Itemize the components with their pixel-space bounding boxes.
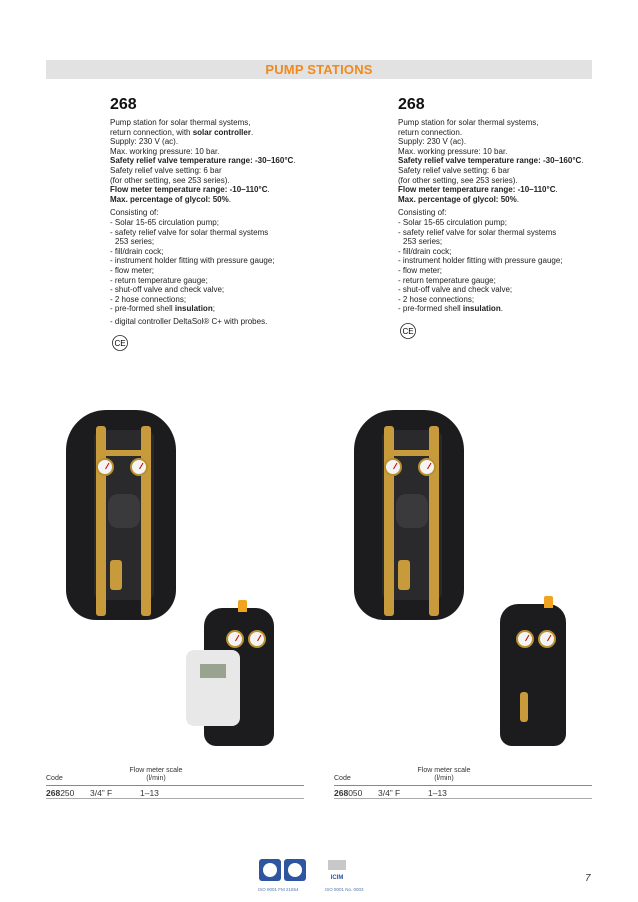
table-row	[46, 786, 304, 798]
list-item: - fill/drain cock;	[110, 246, 164, 256]
spec-line: Max. working pressure: 10 bar.	[110, 146, 220, 156]
list-item: - 2 hose connections;	[110, 294, 187, 304]
product-photo-left-closed	[186, 600, 274, 746]
spec-line: (for other setting, see 253 series).	[110, 175, 230, 185]
product-photo-left-open	[66, 410, 176, 620]
spec-line: Max. percentage of glycol: 50%.	[110, 194, 231, 204]
spec-line: Pump station for solar thermal systems,	[110, 118, 251, 127]
list-item: - 2 hose connections;	[398, 294, 475, 304]
order-table-left	[46, 767, 304, 799]
list-item: - instrument holder fitting with pressure gauge;	[398, 256, 563, 266]
components-list	[398, 208, 628, 314]
row-flow-scale: 1–13	[428, 788, 447, 798]
list-item: - fill/drain cock;	[398, 246, 452, 256]
list-item: - shut-off valve and check valve;	[110, 285, 225, 295]
ce-mark-text: CE	[114, 339, 126, 349]
product-code: 268	[398, 96, 425, 113]
col-flow-header: Flow meter scale (l/min)	[417, 767, 471, 782]
col-code-header: Code	[46, 775, 63, 782]
table-header	[46, 767, 304, 785]
spec-line: Safety relief valve temperature range: -30–160°C.	[398, 156, 584, 166]
list-item: - Solar 15-65 circulation pump;	[398, 217, 507, 227]
list-item: - digital controller DeltaSol® C+ with probes.	[110, 316, 268, 326]
table-header	[334, 767, 592, 785]
table-divider	[46, 798, 304, 799]
list-item: - return temperature gauge;	[110, 275, 208, 285]
ce-mark-icon	[110, 335, 130, 351]
certification-badge-1	[258, 858, 310, 892]
product-description-right	[398, 96, 628, 341]
product-photo-right-closed	[500, 596, 566, 746]
list-item: - flow meter;	[110, 265, 155, 275]
list-item: - Solar 15-65 circulation pump;	[110, 217, 219, 227]
order-table-right	[334, 767, 592, 799]
certification-logo-icon	[258, 858, 310, 882]
spec-lines	[110, 118, 340, 204]
list-item: - pre-formed shell insulation;	[110, 304, 215, 314]
spec-line: Supply: 230 V (ac).	[110, 137, 179, 147]
spec-line: Pump station for solar thermal systems,	[398, 118, 539, 127]
product-code: 268	[110, 96, 137, 113]
certification-text: ISO 9001 No. 0003	[325, 887, 364, 892]
col-code-header: Code	[334, 775, 351, 782]
list-item: 253 series;	[115, 237, 155, 247]
components-title: Consisting of:	[110, 208, 159, 218]
product-photo-right-open	[354, 410, 464, 620]
list-item: - flow meter;	[398, 265, 443, 275]
list-item: - instrument holder fitting with pressure gauge;	[110, 256, 275, 266]
list-item: 253 series;	[403, 237, 443, 247]
list-item: - shut-off valve and check valve;	[398, 285, 513, 295]
table-divider	[334, 798, 592, 799]
components-title: Consisting of:	[398, 208, 447, 218]
spec-line: Safety relief valve setting: 6 bar	[398, 165, 510, 175]
spec-line: Safety relief valve setting: 6 bar	[110, 165, 222, 175]
list-item: - pre-formed shell insulation.	[398, 304, 503, 314]
spec-lines	[398, 118, 628, 204]
table-row	[334, 786, 592, 798]
row-connection: 3/4” F	[378, 788, 401, 798]
section-title: PUMP STATIONS	[265, 62, 373, 77]
row-code: 268050	[334, 788, 363, 798]
list-item: - safety relief valve for solar thermal systems	[110, 227, 269, 237]
section-header-bar	[46, 60, 592, 79]
spec-line: Max. percentage of glycol: 50%.	[398, 194, 519, 204]
spec-line: Safety relief valve temperature range: -30–160°C.	[110, 156, 296, 166]
controller-unit	[186, 650, 240, 726]
spec-line: Supply: 230 V (ac).	[398, 137, 467, 147]
list-item: - safety relief valve for solar thermal systems	[398, 227, 557, 237]
certification-badge-2	[325, 858, 364, 892]
spec-line: Max. working pressure: 10 bar.	[398, 146, 508, 156]
list-item: - return temperature gauge;	[398, 275, 496, 285]
col-flow-header: Flow meter scale (l/min)	[129, 767, 183, 782]
row-connection: 3/4” F	[90, 788, 113, 798]
product-description-left	[110, 96, 340, 354]
spec-line: Flow meter temperature range: -10–110°C.	[398, 185, 558, 195]
page-number: 7	[585, 873, 591, 884]
ce-mark-text: CE	[402, 326, 414, 336]
spec-line: return connection.	[398, 127, 463, 137]
spec-line: return connection, with solar controller.	[110, 127, 254, 137]
row-code: 268250	[46, 788, 75, 798]
svg-text:ICIM: ICIM	[330, 875, 344, 881]
spec-line: (for other setting, see 253 series).	[398, 175, 518, 185]
components-list	[110, 208, 340, 326]
ce-mark-icon	[398, 323, 418, 339]
icim-logo-icon	[325, 858, 349, 882]
row-flow-scale: 1–13	[140, 788, 159, 798]
spec-line: Flow meter temperature range: -10–110°C.	[110, 185, 270, 195]
certification-text: ISO 9001 FM 21654	[258, 887, 299, 892]
